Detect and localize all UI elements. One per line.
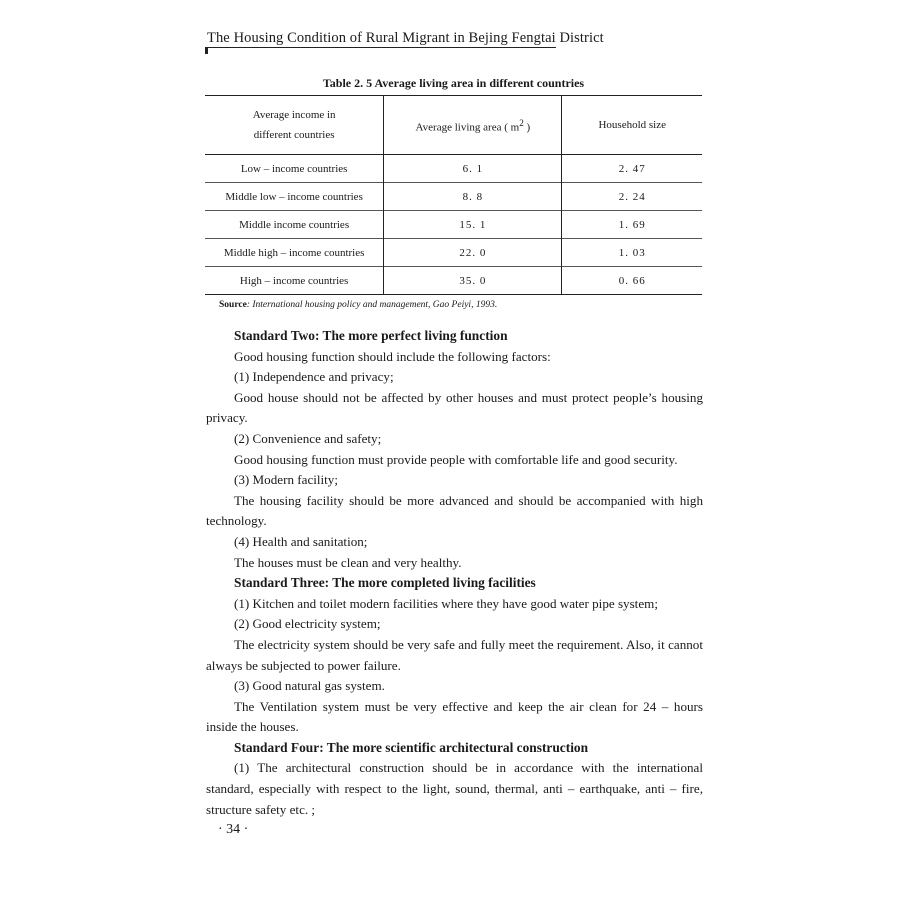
cell-living-area: 15. 1 xyxy=(384,211,562,239)
section-heading-standard-three: Standard Three: The more completed living facilities xyxy=(234,575,536,591)
cell-household-size: 1. 03 xyxy=(562,239,702,267)
cell-household-size: 1. 69 xyxy=(562,211,702,239)
column-header-income-line2: different countries xyxy=(253,129,335,141)
paragraph: Good housing function should include the following factors: xyxy=(234,348,551,364)
cell-income-group: Middle high – income countries xyxy=(223,246,365,259)
source-citation: : International housing policy and management, Gao Peiyi, 1993. xyxy=(246,300,498,310)
body-text xyxy=(206,326,703,820)
list-item: (1) Kitchen and toilet modern facilities where they have good water pipe system; xyxy=(234,595,658,611)
column-header-area-superscript: 2 xyxy=(519,117,524,128)
paragraph: The Ventilation system must be very effective and keep the air clean for 24 – hours inside the houses. xyxy=(206,698,703,735)
cell-income-group: Middle low – income countries xyxy=(225,190,363,203)
paragraph: Good housing function must provide people with comfortable life and good security. xyxy=(234,451,678,467)
table-row xyxy=(205,239,702,267)
source-label: Source xyxy=(219,300,247,310)
cell-living-area: 8. 8 xyxy=(384,183,562,211)
cell-income-group: Low – income countries xyxy=(240,162,348,175)
table-header-row xyxy=(205,96,702,155)
list-item: (4) Health and sanitation; xyxy=(234,533,368,549)
cell-income-group: Middle income countries xyxy=(239,218,350,231)
living-area-table xyxy=(205,95,702,295)
header-rule xyxy=(205,47,556,48)
cell-household-size: 2. 47 xyxy=(562,155,702,183)
column-header-income xyxy=(205,96,384,155)
table-caption: Table 2. 5 Average living area in different countries xyxy=(322,76,585,90)
column-header-area xyxy=(384,96,562,155)
table-row xyxy=(205,267,702,295)
column-header-area-prefix: Average living area ( m xyxy=(415,121,520,134)
cell-household-size: 2. 24 xyxy=(562,183,702,211)
column-header-income-line1: Average income in xyxy=(252,109,336,121)
header-corner-mark xyxy=(205,47,208,54)
section-heading-standard-four: Standard Four: The more scientific architectural construction xyxy=(234,739,589,755)
section-heading-standard-two: Standard Two: The more perfect living function xyxy=(234,328,508,343)
column-header-area-suffix: ) xyxy=(523,121,531,134)
table-source-note xyxy=(219,300,497,310)
list-item: (2) Convenience and safety; xyxy=(234,430,382,446)
list-item: (1) Independence and privacy; xyxy=(234,369,394,385)
table-row xyxy=(205,155,702,183)
list-item: (3) Good natural gas system. xyxy=(234,678,385,694)
cell-living-area: 35. 0 xyxy=(384,267,562,295)
paragraph: The houses must be clean and very healthy. xyxy=(234,554,462,570)
cell-household-size: 0. 66 xyxy=(562,267,702,295)
cell-living-area: 22. 0 xyxy=(384,239,562,267)
cell-income-group: High – income countries xyxy=(239,274,349,287)
running-header: The Housing Condition of Rural Migrant in Bejing Fengtai District xyxy=(207,30,604,46)
list-item: (3) Modern facility; xyxy=(234,472,338,488)
cell-living-area: 6. 1 xyxy=(384,155,562,183)
paragraph: The electricity system should be very safe and fully meet the requirement. Also, it cannot always be subjected to power failure. xyxy=(206,636,703,673)
list-item: (2) Good electricity system; xyxy=(234,616,381,632)
list-item: (1) The architectural construction should be in accordance with the international standard, especially with respect to the light, sound, thermal, anti – earthquake, anti – fire, structure safety etc. ; xyxy=(206,760,703,817)
table-row xyxy=(205,211,702,239)
column-header-household: Household size xyxy=(562,96,702,155)
table-row xyxy=(205,183,702,211)
page-number: · 34 · xyxy=(218,822,249,837)
paragraph: Good house should not be affected by other houses and must protect people’s housing privacy. xyxy=(206,389,703,426)
paragraph: The housing facility should be more advanced and should be accompanied with high technology. xyxy=(206,492,703,529)
